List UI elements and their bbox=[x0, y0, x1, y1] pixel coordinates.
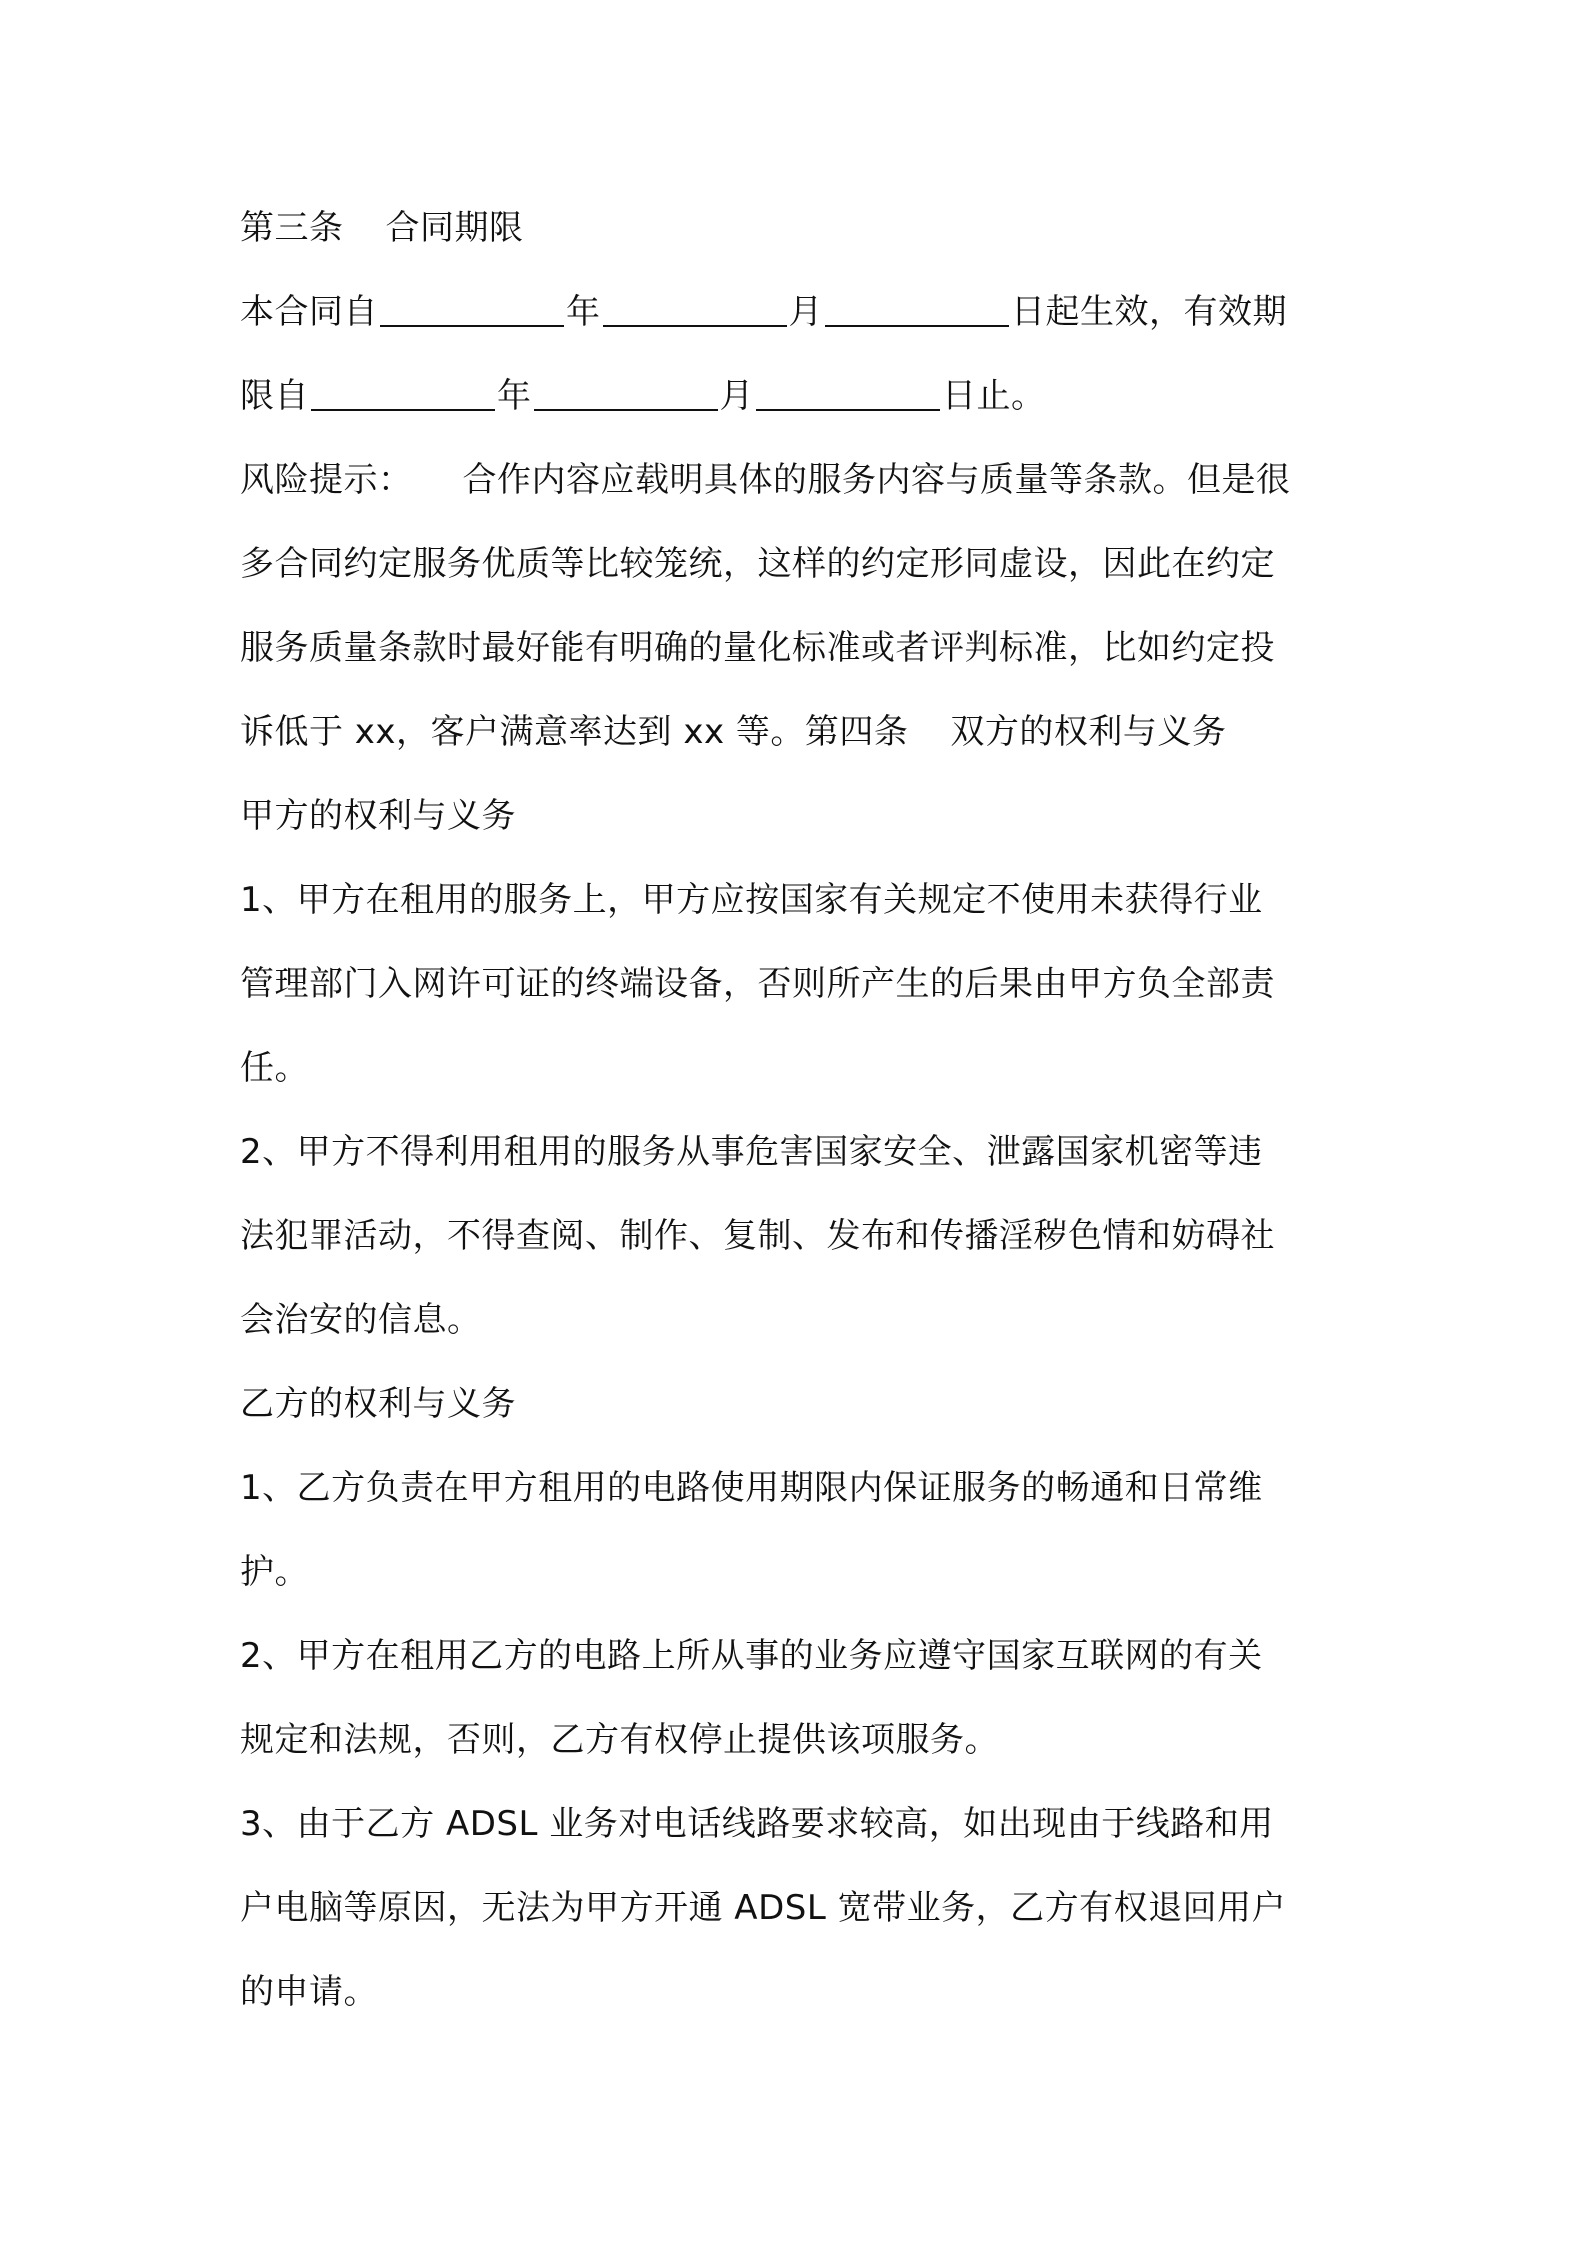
risk-line-1 bbox=[240, 458, 1360, 502]
term-prefix: 本合同自 bbox=[240, 292, 378, 332]
risk-line-2: 多合同约定服务优质等比较笼统，这样的约定形同虚设，因此在约定 bbox=[240, 544, 1275, 584]
month-label: 月 bbox=[719, 376, 754, 416]
party-a-item-2-line-2: 法犯罪活动，不得查阅、制作、复制、发布和传播淫秽色情和妨碍社 bbox=[240, 1216, 1275, 1256]
article-title: 合同期限 bbox=[385, 208, 524, 248]
contract-term-line-2 bbox=[240, 374, 1360, 418]
risk-label: 风险提示： bbox=[240, 460, 413, 500]
party-b-item-3-line-3: 的申请。 bbox=[240, 1972, 378, 2012]
party-a-item-2-line-3: 会治安的信息。 bbox=[240, 1300, 482, 1340]
article-4-title: 双方的权利与义务 bbox=[950, 712, 1227, 752]
risk-text: 诉低于 xx，客户满意率达到 xx 等。第四条 bbox=[240, 712, 909, 752]
party-a-item-1-line-1: 1、甲方在租用的服务上，甲方应按国家有关规定不使用未获得行业 bbox=[240, 880, 1263, 920]
risk-text: 合作内容应载明具体的服务内容与质量等条款。但是很 bbox=[462, 460, 1291, 500]
month-label: 月 bbox=[788, 292, 823, 332]
party-b-item-1-line-2: 护。 bbox=[240, 1552, 309, 1592]
risk-line-4 bbox=[240, 710, 1360, 754]
party-b-item-2-line-1: 2、甲方在租用乙方的电路上所从事的业务应遵守国家互联网的有关 bbox=[240, 1636, 1263, 1676]
article-number: 第三条 bbox=[240, 208, 344, 248]
party-b-item-1-line-1: 1、乙方负责在甲方租用的电路使用期限内保证服务的畅通和日常维 bbox=[240, 1468, 1263, 1508]
year-label: 年 bbox=[566, 292, 601, 332]
party-b-item-3-line-2: 户电脑等原因，无法为甲方开通 ADSL 宽带业务，乙方有权退回用户 bbox=[240, 1888, 1287, 1928]
party-b-item-2-line-2: 规定和法规，否则，乙方有权停止提供该项服务。 bbox=[240, 1720, 999, 1760]
day-blank bbox=[825, 291, 1009, 327]
year-blank bbox=[380, 291, 564, 327]
month-blank bbox=[534, 375, 718, 411]
party-a-item-1-line-2: 管理部门入网许可证的终端设备，否则所产生的后果由甲方负全部责 bbox=[240, 964, 1275, 1004]
party-a-item-1-line-3: 任。 bbox=[240, 1048, 309, 1088]
party-a-item-2-line-1: 2、甲方不得利用租用的服务从事危害国家安全、泄露国家机密等违 bbox=[240, 1132, 1263, 1172]
month-blank bbox=[603, 291, 787, 327]
contract-term-line-1 bbox=[240, 290, 1360, 334]
party-b-item-3-line-1: 3、由于乙方 ADSL 业务对电话线路要求较高，如出现由于线路和用 bbox=[240, 1804, 1274, 1844]
party-a-heading: 甲方的权利与义务 bbox=[240, 796, 516, 836]
year-label: 年 bbox=[497, 376, 532, 416]
term-prefix: 限自 bbox=[240, 376, 309, 416]
risk-line-3: 服务质量条款时最好能有明确的量化标准或者评判标准，比如约定投 bbox=[240, 628, 1275, 668]
article-3-heading bbox=[240, 206, 1360, 250]
term-suffix: 日起生效，有效期 bbox=[1011, 292, 1287, 332]
party-b-heading: 乙方的权利与义务 bbox=[240, 1384, 516, 1424]
day-blank bbox=[756, 375, 940, 411]
term-suffix: 日止。 bbox=[942, 376, 1046, 416]
year-blank bbox=[311, 375, 495, 411]
